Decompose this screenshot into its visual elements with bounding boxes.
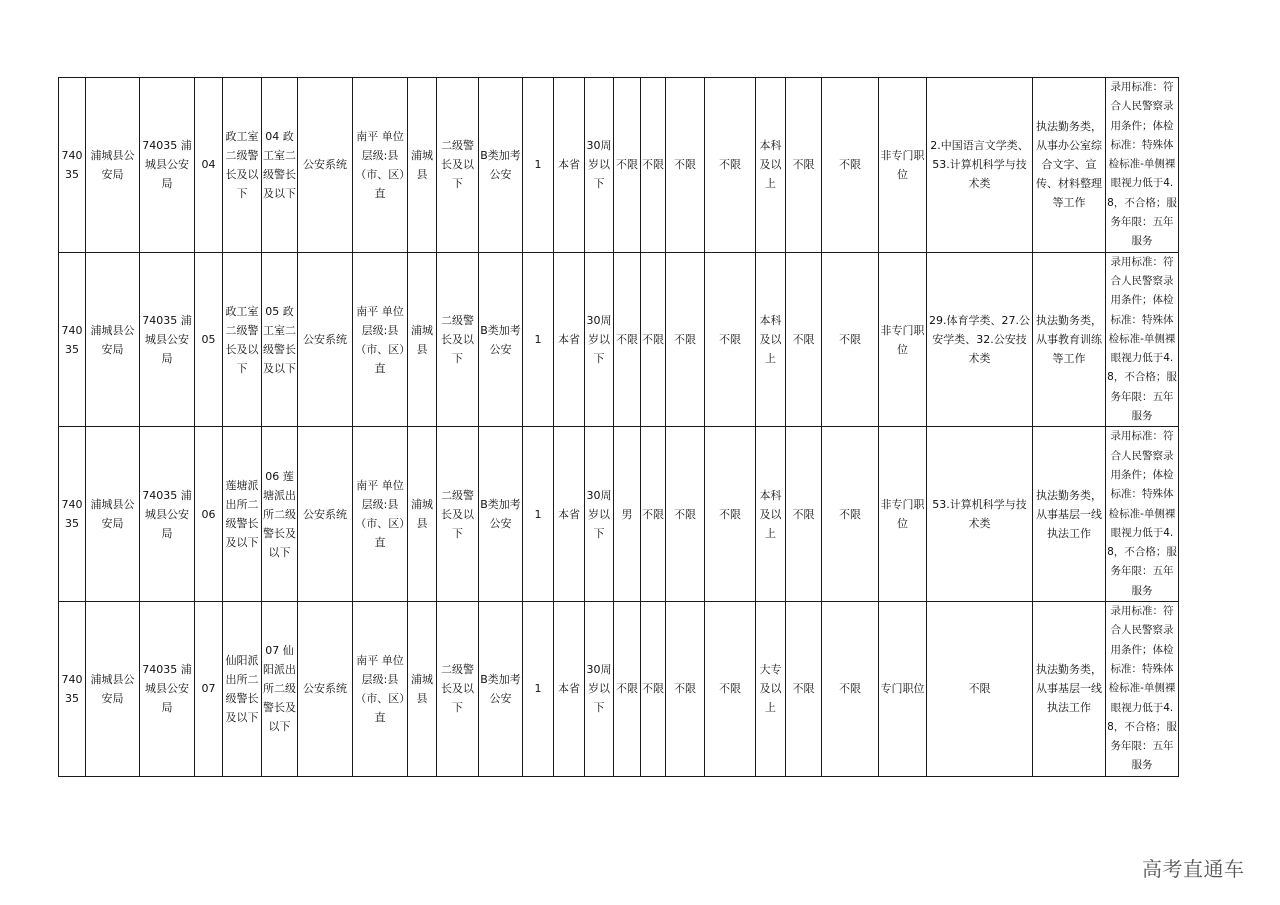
- exam-type-cell: B类加考公安: [479, 602, 523, 777]
- degree-cell: 不限: [786, 78, 822, 253]
- position-code-cell: 06: [195, 427, 223, 602]
- system-cell: 公安系统: [298, 427, 353, 602]
- unit-level-cell: 南平 单位层级:县（市、区）直: [353, 427, 408, 602]
- position-code-cell: 04: [195, 78, 223, 253]
- unit-name-cell: 浦城县公安局: [86, 427, 140, 602]
- degree-cell: 不限: [786, 602, 822, 777]
- position-code-name-cell: 06 莲塘派出所二级警长及以下: [262, 427, 298, 602]
- experience-cell: 不限: [705, 427, 756, 602]
- unit-code-name-cell: 74035 浦城县公安局: [140, 602, 195, 777]
- major-cell: 2.中国语言文学类、53.计算机科学与技术类: [927, 78, 1033, 253]
- table-row: [59, 78, 1179, 253]
- table-row: [59, 252, 1179, 427]
- age-cell: 30周岁以下: [585, 252, 614, 427]
- duties-cell: 执法勤务类，从事教育训练等工作: [1033, 252, 1106, 427]
- position-code-cell: 05: [195, 252, 223, 427]
- rank-cell: 二级警长及以下: [437, 252, 479, 427]
- political-status-cell: 不限: [666, 252, 705, 427]
- position-type-cell: 专门职位: [879, 602, 927, 777]
- position-type-cell: 非专门职位: [879, 78, 927, 253]
- unit-level-cell: 南平 单位层级:县（市、区）直: [353, 602, 408, 777]
- unit-code-name-cell: 74035 浦城县公安局: [140, 427, 195, 602]
- origin-cell: 本省: [554, 427, 585, 602]
- exam-type-cell: B类加考公安: [479, 78, 523, 253]
- system-cell: 公安系统: [298, 252, 353, 427]
- unit-name-cell: 浦城县公安局: [86, 78, 140, 253]
- system-cell: 公安系统: [298, 602, 353, 777]
- origin-cell: 本省: [554, 252, 585, 427]
- duties-cell: 执法勤务类，从事基层一线执法工作: [1033, 427, 1106, 602]
- age-cell: 30周岁以下: [585, 78, 614, 253]
- position-code-name-cell: 05 政工室二级警长及以下: [262, 252, 298, 427]
- political-status-cell: 不限: [666, 602, 705, 777]
- position-type-cell: 非专门职位: [879, 252, 927, 427]
- degree-cell: 不限: [786, 252, 822, 427]
- education-cell: 本科及以上: [756, 427, 786, 602]
- education-cell: 本科及以上: [756, 252, 786, 427]
- ethnicity-cell: 不限: [641, 602, 666, 777]
- ethnicity-cell: 不限: [641, 427, 666, 602]
- duties-cell: 执法勤务类，从事办公室综合文字、宣传、材料整理等工作: [1033, 78, 1106, 253]
- unit-code-name-cell: 74035 浦城县公安局: [140, 252, 195, 427]
- county-cell: 浦城县: [408, 602, 437, 777]
- major-cell: 53.计算机科学与技术类: [927, 427, 1033, 602]
- dept-code-cell: 74035: [59, 602, 86, 777]
- county-cell: 浦城县: [408, 252, 437, 427]
- position-name-cell: 莲塘派出所二级警长及以下: [223, 427, 262, 602]
- dept-code-cell: 74035: [59, 252, 86, 427]
- hire-count-cell: 1: [523, 602, 554, 777]
- gender-cell: 不限: [614, 252, 641, 427]
- rank-cell: 二级警长及以下: [437, 427, 479, 602]
- gender-cell: 不限: [614, 78, 641, 253]
- dept-code-cell: 74035: [59, 78, 86, 253]
- ethnicity-cell: 不限: [641, 78, 666, 253]
- hire-count-cell: 1: [523, 427, 554, 602]
- origin-cell: 本省: [554, 602, 585, 777]
- unit-level-cell: 南平 单位层级:县（市、区）直: [353, 78, 408, 253]
- system-cell: 公安系统: [298, 78, 353, 253]
- degree-cell: 不限: [786, 427, 822, 602]
- table-row: [59, 602, 1179, 777]
- unit-name-cell: 浦城县公安局: [86, 602, 140, 777]
- experience-cell: 不限: [705, 602, 756, 777]
- rank-cell: 二级警长及以下: [437, 602, 479, 777]
- position-name-cell: 政工室二级警长及以下: [223, 78, 262, 253]
- notes-cell: 录用标准：符合人民警察录用条件；体检标准：特殊体检标准-单侧裸眼视力低于4.8，不合格；服务年限：五年服务: [1106, 602, 1179, 777]
- position-code-cell: 07: [195, 602, 223, 777]
- county-cell: 浦城县: [408, 427, 437, 602]
- unit-code-name-cell: 74035 浦城县公安局: [140, 78, 195, 253]
- exam-type-cell: B类加考公安: [479, 427, 523, 602]
- major-cell: 不限: [927, 602, 1033, 777]
- hire-count-cell: 1: [523, 252, 554, 427]
- position-name-cell: 政工室二级警长及以下: [223, 252, 262, 427]
- political-status-cell: 不限: [666, 78, 705, 253]
- recruitment-table: [58, 77, 1179, 777]
- duties-cell: 执法勤务类，从事基层一线执法工作: [1033, 602, 1106, 777]
- education-cell: 大专及以上: [756, 602, 786, 777]
- rank-cell: 二级警长及以下: [437, 78, 479, 253]
- position-code-name-cell: 04 政工室二级警长及以下: [262, 78, 298, 253]
- hire-count-cell: 1: [523, 78, 554, 253]
- experience-cell: 不限: [705, 78, 756, 253]
- age-cell: 30周岁以下: [585, 602, 614, 777]
- major-cell: 29.体育学类、27.公安学类、32.公安技术类: [927, 252, 1033, 427]
- age-cell: 30周岁以下: [585, 427, 614, 602]
- exam-type-cell: B类加考公安: [479, 252, 523, 427]
- political-status-cell: 不限: [666, 427, 705, 602]
- origin-cell: 本省: [554, 78, 585, 253]
- notes-cell: 录用标准：符合人民警察录用条件；体检标准：特殊体检标准-单侧裸眼视力低于4.8，不合格；服务年限：五年服务: [1106, 78, 1179, 253]
- watermark-text: 高考直通车: [1142, 857, 1245, 881]
- notes-cell: 录用标准：符合人民警察录用条件；体检标准：特殊体检标准-单侧裸眼视力低于4.8，不合格；服务年限：五年服务: [1106, 252, 1179, 427]
- ethnicity-cell: 不限: [641, 252, 666, 427]
- experience-cell: 不限: [705, 252, 756, 427]
- county-cell: 浦城县: [408, 78, 437, 253]
- notes-cell: 录用标准：符合人民警察录用条件；体检标准：特殊体检标准-单侧裸眼视力低于4.8，不合格；服务年限：五年服务: [1106, 427, 1179, 602]
- unit-level-cell: 南平 单位层级:县（市、区）直: [353, 252, 408, 427]
- position-code-name-cell: 07 仙阳派出所二级警长及以下: [262, 602, 298, 777]
- unit-name-cell: 浦城县公安局: [86, 252, 140, 427]
- dept-code-cell: 74035: [59, 427, 86, 602]
- education-cell: 本科及以上: [756, 78, 786, 253]
- table-row: [59, 427, 1179, 602]
- graduate-cell: 不限: [822, 427, 879, 602]
- position-type-cell: 非专门职位: [879, 427, 927, 602]
- position-name-cell: 仙阳派出所二级警长及以下: [223, 602, 262, 777]
- graduate-cell: 不限: [822, 78, 879, 253]
- graduate-cell: 不限: [822, 602, 879, 777]
- gender-cell: 男: [614, 427, 641, 602]
- gender-cell: 不限: [614, 602, 641, 777]
- graduate-cell: 不限: [822, 252, 879, 427]
